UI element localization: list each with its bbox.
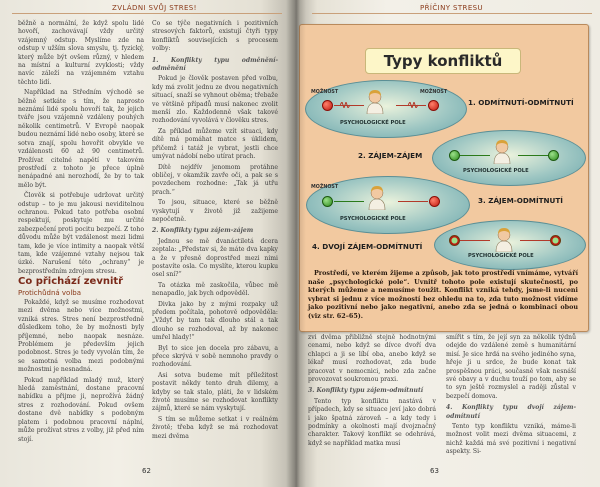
right-page-number: 63	[430, 467, 439, 475]
subheading: 3. Konflikty typu zájem-odmítnutí	[308, 387, 424, 395]
left-col2	[152, 20, 278, 443]
subheading: 2. Konflikty typu zájem-zájem	[152, 227, 254, 235]
paragraph: Dítě nejdřív jenomom protáhne obličej, v okamžik zavře oči, a pak se s povzdechem rozhodne: „Tak já utřu prach.“	[152, 163, 278, 196]
tension-zigzag-icon	[408, 102, 418, 108]
negative-option-dot	[428, 100, 439, 111]
paragraph: běžně a normální, že když spolu lidé hovoří, zachovávají vždy určitý vzájemný odstup. Myslíme zde na odstup v užším slova smyslu, tj. fyzický, který může být ovšem různý, v hledem na místní a kulturní zvyklosti; vždy navíc záleží na vzájemném vztahu těchto lidí.	[18, 20, 144, 86]
field-label: PSYCHOLOGICKÉ POLE	[340, 216, 406, 222]
positive-option-dot	[322, 196, 333, 207]
right-running-head: PŘÍČINY STRESU	[420, 4, 484, 12]
figure-caption: Prostředí, ve kterém žijeme a způsob, jak toto prostředí vnímáme, vytváří naše „psychologické pole“. Uvnitř tohoto pole existují skutečnosti, po kterých můžeme a nemusíme toužit. Konflikt vzniká tehdy, jsme-li nuceni vybrat si jednu z více možností bez ohledu na to, zda tuto možnost vidíme jako pozitivní nebo jako negativní, anebo zda se jedná o kombinaci obou (viz str. 62–65).	[308, 269, 578, 320]
conflict-label-1: 1. ODMÍTNUTÍ-ODMÍTNUTÍ	[468, 98, 574, 107]
person-icon	[366, 184, 388, 210]
field-label: PSYCHOLOGICKÉ POLE	[468, 253, 534, 259]
paragraph: Ta otázka mě zaskočila, vůbec mě nenapadlo, jak bych odpověděl.	[152, 281, 278, 298]
conflict-label-2: 2. ZÁJEM-ZÁJEM	[358, 151, 423, 160]
paragraph: Asi sotva budeme mít příležitost postavit někdy tento druh dilemy, a kdyby se tak stalo, pláti, že v lidském životě musíme se rozhodovat konflikty zájmů, které se nám vyskytují.	[152, 371, 278, 413]
possibility-label: MOŽNOST	[311, 90, 339, 95]
paragraph: Pokud je člověk postaven před volbu, kdy má zvolit jednu ze dvou negativních situací, snaží se vyhnout oběma; třebaže ve většině případů musí nakonec zvolit menší zlo. Každodenně však takové rozhodování vyvolává v člověku stres.	[152, 75, 278, 125]
paragraph: zvi dvěma přibližně stejně hodnotnými cenami, nebo když se dívce dvoří dva chlapci a ji se líbí oba, anebo když se lékař musí rozhodovat, zda bude pracovat v nemocnici, nebo zda začne provozovat soukromou praxi.	[308, 334, 436, 384]
paragraph: Jednou se mě dvanáctiletá dcera zeptala: „Představ si, že máte dva kapky a že v přesně doprostřed mezi nimi postavíte osla. Co myslíte, kterou kupku osel sní?“	[152, 237, 278, 279]
negative-option-dot	[429, 196, 440, 207]
arrow-line	[398, 201, 428, 202]
field-label: PSYCHOLOGICKÉ POLE	[340, 120, 406, 126]
paragraph: Například na Středním východě se běžně setkáte s tím, že naprosto neznámí lidé spolu hovoří tak, že jejich tváře jsou vzájemně vzdáleny pouhých několik centimetrů. V Evropě naopak budou neznámí lidé nebo osoby, které se sotva znají, spolu hovořit obvykle ve vzdálenosti 60 až 90 centimetrů. Prožívat citelné napětí v takovém prostředí z tohoto je přece úplně nenápadné ani nerozhodí, že by to tak mělo být.	[18, 89, 144, 189]
paragraph: Tento typ konfliktu vzniká, máme-li možnost volit mezi dvěma situacemi, z nichž každá má své pozitivní i negativní aspekty. Si-	[446, 423, 576, 456]
tension-zigzag-icon	[340, 102, 350, 108]
paragraph: To jsou, situace, které se běžně vyskytují v životě již zažijeme nepočetně.	[152, 199, 278, 223]
arrow-line	[520, 240, 550, 241]
paragraph: smířit s tím, že její syn za několik týdnů odejde do vzdálené země s humanitární misí. Je sice hrdá na svého jediného syna, hřeje ji u srdce, že bude konat tak prospěšnou práci, současně však nesnáší své obavy a v duchu touží po tom, aby se to syn ještě rozmyslel a raději zůstal v bezpečí domova.	[446, 334, 576, 400]
right-head-rule	[312, 13, 592, 14]
paragraph: Člověk si potřebuje udržovat určitý odstup – to je mu jakousi neviditelnou ochranou. Pokud tato potřeba osobní respektují, poskytuje mu určité zabezpečení proti pocitu bezpečí. Z toho důvodu může být vzdálenost mezi lidmi tam, kde je více intimity a naopak větší tam, kde vzájemné vztahy nejsou tak úzké. Narušení této „ochrany“ je bezprostředním zdrojem stresu.	[18, 192, 144, 275]
left-page	[0, 0, 296, 487]
right-col1	[308, 334, 436, 450]
arrow-line	[334, 201, 364, 202]
conflict-label-4: 4. DVOJÍ ZÁJEM-ODMÍTNUTÍ	[312, 242, 423, 251]
field-label: PSYCHOLOGICKÉ POLE	[463, 168, 529, 174]
paragraph: Divka jako by z mými rozpaky už předem počítala, pohotově odpověděla: „Vždyť by tam tak dlouho stál a tak dlouho se rozhodoval, až by nakonec umřel hlady!“	[152, 300, 278, 342]
paragraph: Tento typ konfliktu nastává v případech, kdy se situace jeví jako dobrá i jako špatná zároveň – a kdy tedy i podmínky a okolnosti mají dvojznačný charakter. Takový konflikt se odehrává, když se například matka musí	[308, 397, 436, 447]
person-icon	[364, 88, 386, 114]
possibility-label: MOŽNOST	[311, 185, 339, 190]
subheading: 1. Konflikty typu odměnění-odměnění	[152, 56, 278, 73]
paragraph: Pokaždé, když se musíme rozhodovat mezi dvěma nebo více možnostmi, vzniká stres. Stres není bezprostředně důsledkem toho, že by možnosti byly příjemné, nebo naopak nesnáze. Problémem je především jejich podobnost. Stres je tedy vyvolán tím, že se samotná volba mezi podobnými možnostmi je nesnadná.	[18, 299, 144, 374]
left-col1	[18, 20, 144, 446]
person-icon	[491, 138, 513, 164]
arrow-line	[460, 155, 490, 156]
paragraph: Za příklad můžeme vzít situaci, kdy dítě má pomáhat matce s úklidem, přičemž i tatáž je vybrat, jestli chce umývat nádobí nebo utírat prach.	[152, 127, 278, 161]
conflict-label-3: 3. ZÁJEM-ODMÍTNUTÍ	[478, 196, 563, 205]
right-col2	[446, 334, 576, 459]
negative-option-dot	[322, 100, 333, 111]
mixed-option-dot	[550, 235, 561, 246]
paragraph: Co se týče negativních i pozitivních stresových faktorů, existují čtyři typy konfliktů souvisejících s procesem volby:	[152, 20, 278, 53]
positive-option-dot	[548, 150, 559, 161]
left-running-head: ZVLÁDNI SVŮJ STRES!	[112, 4, 197, 12]
person-icon	[493, 226, 515, 252]
left-head-rule	[12, 13, 282, 14]
mixed-option-dot	[449, 235, 460, 246]
figure-title: Typy konfliktů	[365, 48, 521, 74]
positive-option-dot	[449, 150, 460, 161]
paragraph: Pokud například mladý muž, který hledá zaměstnání, dostane pracovní nabídku a přijme ji, neprožívá žádný stres z rozhodování. Pokud ovšem dostane dvě nabídky s podobným platem i podobnou pracovní náplní, může prožívat stres z volby, již před ním stojí.	[18, 376, 144, 443]
subsection-title: Protichůdná volba	[18, 288, 82, 297]
paragraph: Byl to sice jen docela pro zábavu, a přece skrývá v sobě nemnoho pravdy o rozhodování.	[152, 344, 278, 369]
left-page-number: 62	[142, 467, 151, 475]
possibility-label: MOŽNOST	[420, 90, 448, 95]
section-title: Co přichází zevnitř	[18, 276, 124, 288]
arrow-line	[460, 240, 490, 241]
paragraph: S tím se můžeme setkat i v reálném životě; třeba když se má rozhodovat mezi dvěma	[152, 415, 278, 440]
arrow-line	[518, 155, 548, 156]
subheading: 4. Konflikty typu dvojí zájem-odmítnutí	[446, 404, 576, 420]
